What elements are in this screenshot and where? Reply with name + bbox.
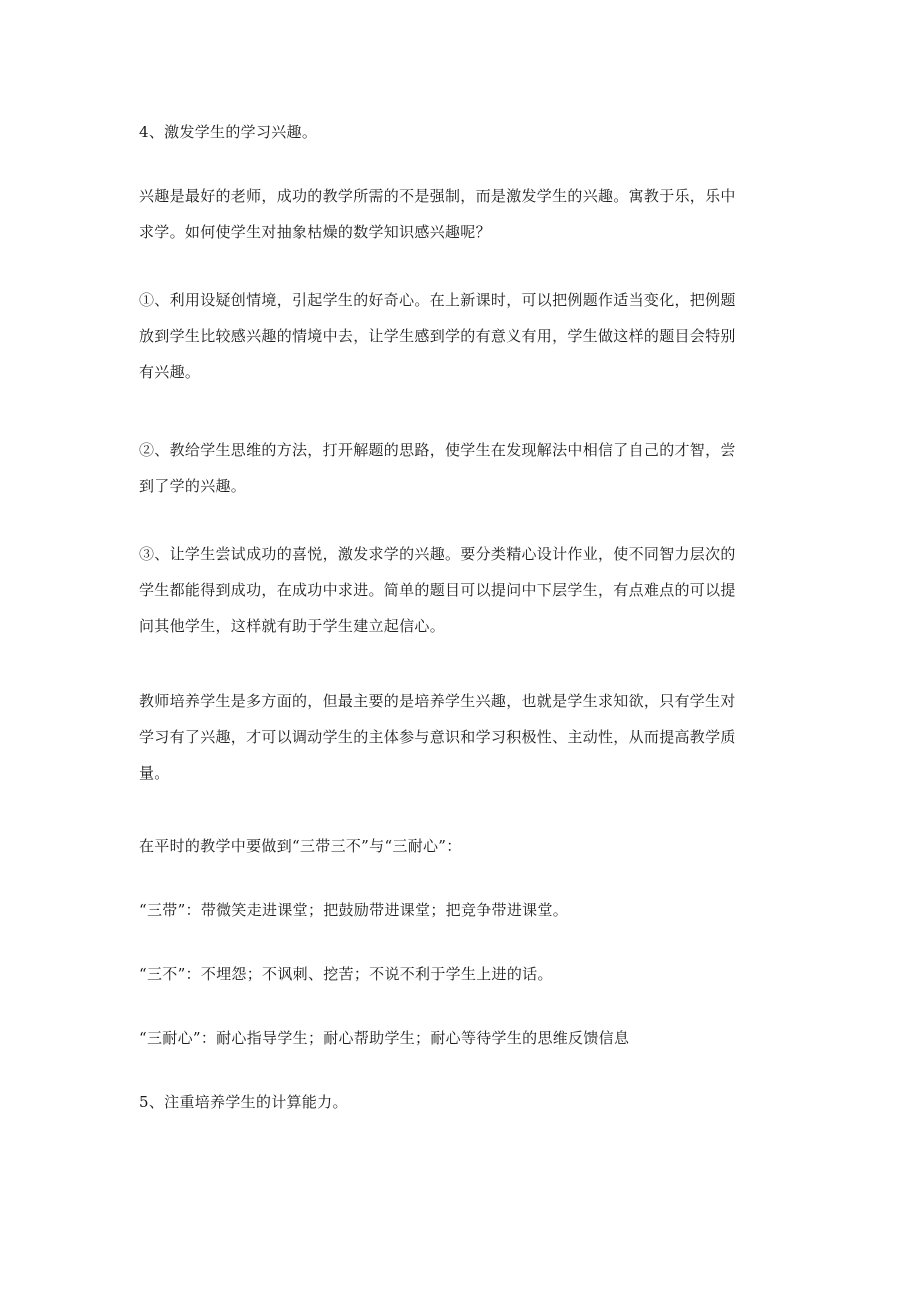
section-heading-4: 4、激发学生的学习兴趣。 [139, 123, 318, 141]
summary-line: 量。 [139, 764, 170, 782]
section-heading-5: 5、注重培养学生的计算能力。 [139, 1093, 348, 1111]
point-3-line: 问其他学生，这样就有助于学生建立起信心。 [139, 617, 446, 635]
san-dai-line: “三带”：带微笑走进课堂；把鼓励带进课堂；把竞争带进课堂。 [139, 901, 569, 919]
summary-paragraph [139, 683, 784, 791]
point-1-line: 有兴趣。 [139, 363, 201, 381]
three-principles-intro: 在平时的教学中要做到“三带三不”与“三耐心”： [139, 837, 462, 855]
summary-line: 教师培养学生是多方面的，但最主要的是培养学生兴趣，也就是学生求知欲，只有学生对 [139, 692, 736, 710]
point-3-line: 学生都能得到成功，在成功中求进。简单的题目可以提问中下层学生，有点难点的可以提 [139, 581, 736, 599]
point-3-paragraph [139, 536, 784, 644]
summary-line: 学习有了兴趣，才可以调动学生的主体参与意识和学习积极性、主动性，从而提高教学质 [139, 728, 736, 746]
point-2-line: 到了学的兴趣。 [139, 477, 247, 495]
point-2-paragraph [139, 432, 784, 504]
point-1-line: ①、利用设疑创情境，引起学生的好奇心。在上新课时，可以把例题作适当变化，把例题 [139, 291, 736, 309]
point-1-paragraph [139, 282, 784, 390]
intro-line: 求学。如何使学生对抽象枯燥的数学知识感兴趣呢？ [139, 223, 491, 241]
san-bu-line: “三不”：不埋怨；不讽刺、挖苦；不说不利于学生上进的话。 [139, 965, 553, 983]
san-naixin-line: “三耐心”：耐心指导学生；耐心帮助学生；耐心等待学生的思维反馈信息 [139, 1029, 630, 1047]
intro-line: 兴趣是最好的老师，成功的教学所需的不是强制，而是激发学生的兴趣。寓教于乐，乐中 [139, 187, 736, 205]
point-3-line: ③、让学生尝试成功的喜悦，激发求学的兴趣。要分类精心设计作业，使不同智力层次的 [139, 545, 736, 563]
point-2-line: ②、教给学生思维的方法，打开解题的思路，使学生在发现解法中相信了自己的才智，尝 [139, 441, 736, 459]
point-1-line: 放到学生比较感兴趣的情境中去，让学生感到学的有意义有用，学生做这样的题目会特别 [139, 327, 736, 345]
intro-paragraph [139, 178, 784, 250]
